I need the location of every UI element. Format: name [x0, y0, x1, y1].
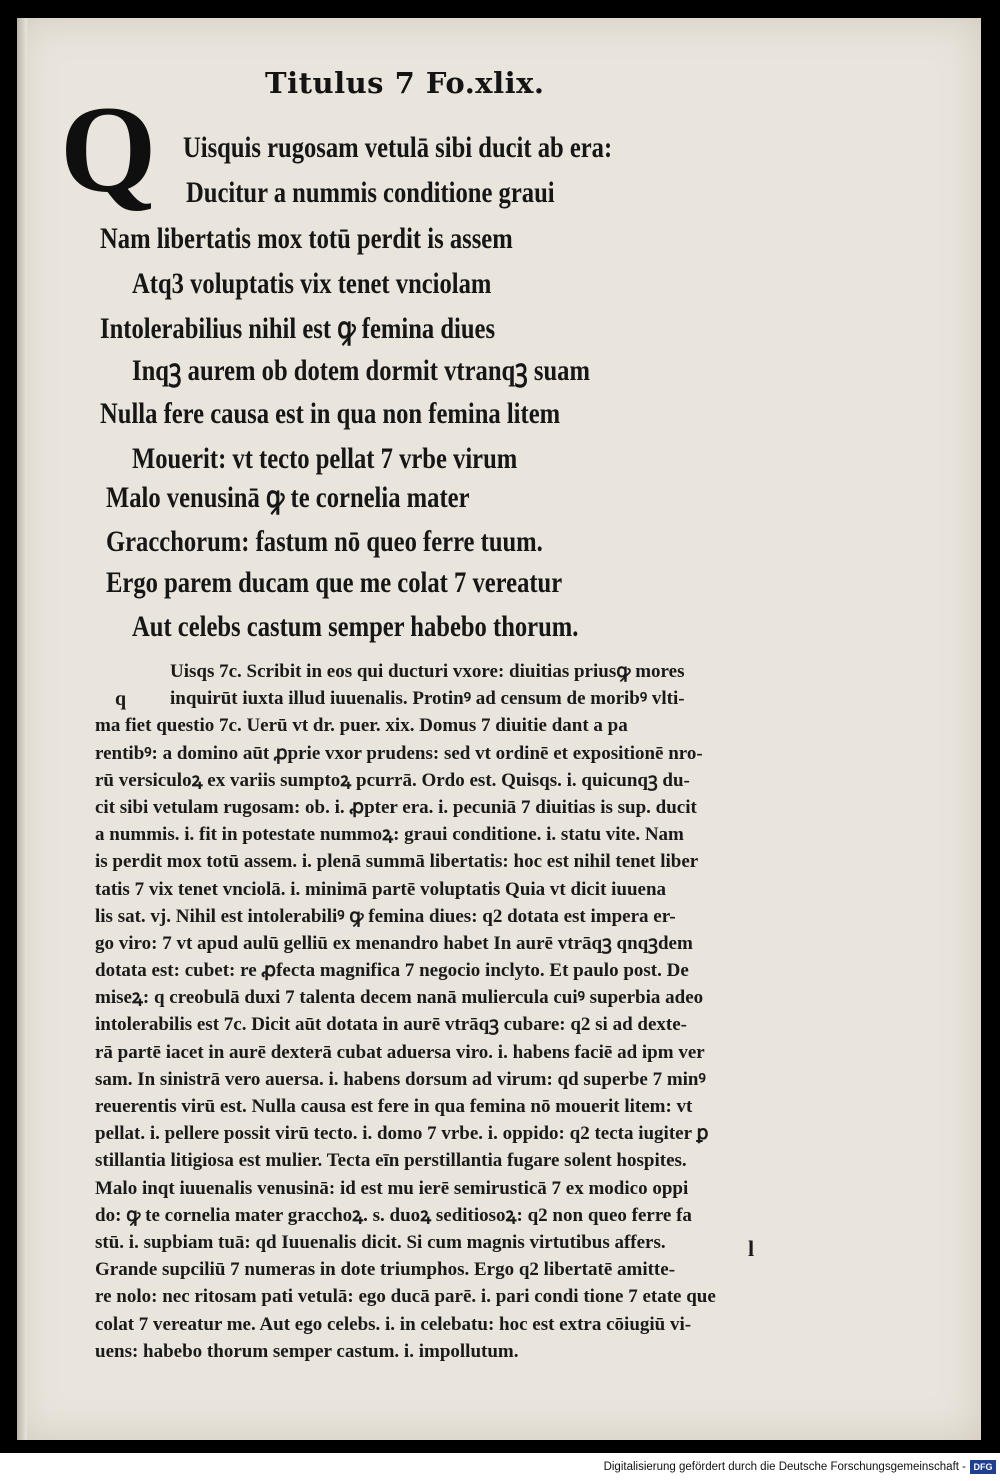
commentary-line: lis sat. vj. Nihil est intolerabiliꝰ ꝙ femina diues: q2 dotata est impera er- [95, 905, 676, 927]
commentary-line: Grande supciliū 7 numeras in dote triumphos. Ergo q2 libertatē amitte- [95, 1259, 676, 1281]
verse-line: Uisquis rugosam vetulā sibi ducit ab era: [183, 131, 613, 164]
drop-cap-initial: Q [60, 81, 157, 218]
commentary-line: dotata est: cubet: re ꝓfecta magnifica 7 negocio inclyto. Et paulo post. De [95, 960, 689, 982]
commentary-line: rū versiculoꝝ ex variis sumptoꝝ pcurrā. Ordo est. Quisqs. i. quicunqꝫ du- [95, 769, 690, 791]
commentary-line: sam. In sinistrā vero auersa. i. habens dorsum ad virum: qd superbe 7 minꝰ [95, 1068, 706, 1090]
commentary-line: rentibꝰ: a domino aūt ꝓprie vxor prudens: sed vt ordinē et expositionē nro- [95, 742, 703, 764]
commentary-line: do: ꝙ te cornelia mater gracchoꝝ. s. duoꝝ seditiosoꝝ: q2 non queo ferre fa [95, 1204, 692, 1226]
verse-line: Nam libertatis mox totū perdit is assem [100, 222, 513, 255]
verse-line: Atq3 voluptatis vix tenet vnciolam [132, 267, 492, 300]
commentary-line: a nummis. i. fit in potestate nummoꝝ: graui conditione. i. statu vite. Nam [95, 824, 684, 846]
commentary-line: stū. i. supbiam tuā: qd Iuuenalis dicit. Si cum magnis virtutibus affers. [95, 1231, 666, 1253]
commentary-line: tatis 7 vix tenet vnciolā. i. minimā partē voluptatis Quia vt dicit iuuena [95, 878, 667, 900]
commentary-line: rā partē iacet in aurē dexterā cubat aduersa viro. i. habens faciē ad ipm ver [95, 1041, 705, 1063]
commentary-line: ma fiet questio 7c. Uerū vt dr. puer. xix. Domus 7 diuitie dant a pa [95, 715, 628, 737]
verse-line: Gracchorum: fastum nō queo ferre tuum. [106, 525, 543, 558]
commentary-line: pellat. i. pellere possit virū tecto. i. domo 7 vrbe. i. oppido: q2 tecta iugiter ꝑ [95, 1123, 709, 1145]
verse-line: Inqꝫ aurem ob dotem dormit vtranqꝫ suam [132, 354, 590, 387]
verse-line: Aut celebs castum semper habebo thorum. [132, 610, 579, 643]
commentary-line: go viro: 7 vt apud aulū gelliū ex menandro habet In aurē vtrāqꝫ qnqꝫdem [95, 932, 693, 954]
commentary-line: cit sibi vetulam rugosam: ob. i. ꝓpter era. i. pecuniā 7 diuitias is sup. ducit [95, 796, 697, 818]
commentary-line: intolerabilis est 7c. Dicit aūt dotata in aurē vtrāqꝫ cubare: q2 si ad dexte- [95, 1014, 687, 1036]
footer-credit: Digitalisierung gefördert durch die Deutsche Forschungsgemeinschaft - [603, 1461, 966, 1473]
commentary-line: Malo inqt iuuenalis venusinā: id est mu ierē semirusticā 7 ex modico oppi [95, 1177, 689, 1199]
commentary-line: miseꝝ: q creobulā duxi 7 talenta decem nanā muliercula cuiꝰ superbia adeo [95, 987, 704, 1009]
commentary-line: is perdit mox totū assem. i. plenā summā libertatis: hoc est nihil tenet liber [95, 851, 699, 873]
running-header: Titulus 7 Fo.xlix. [265, 66, 545, 100]
page-gutter-shadow [17, 18, 27, 1440]
commentary-line: re nolo: nec ritosam pati vetulā: ego ducā parē. i. pari condi tione 7 etate que [95, 1286, 716, 1308]
commentary-block [95, 658, 785, 1365]
commentary-line: reuerentis virū est. Nulla causa est fere in qua femina nō mouerit litem: vt [95, 1096, 693, 1117]
verse-line: Ducitur a nummis conditione graui [186, 176, 555, 209]
verse-line: Nulla fere causa est in qua non femina litem [100, 397, 561, 430]
verse-line: Malo venusinā ꝙ te cornelia mater [106, 481, 470, 514]
commentary-line: stillantia litigiosa est mulier. Tecta eīn perstillantia fugare solent hospites. [95, 1150, 687, 1172]
commentary-line: colat 7 vereatur me. Aut ego celebs. i. in celebatu: hoc est extra cōiugiū vi- [95, 1313, 692, 1335]
commentary-line: inquirūt iuxta illud iuuenalis. Protinꝰ ad censum de moribꝰ vlti- [170, 688, 685, 710]
marginal-lemma-letter: q [115, 688, 127, 710]
commentary-line: uens: habebo thorum semper castum. i. impollutum. [95, 1340, 519, 1362]
verse-line: Intolerabilius nihil est ꝙ femina diues [100, 312, 496, 345]
commentary-line: Uisqs 7c. Scribit in eos qui ducturi vxore: diuitias priusꝙ mores [170, 661, 685, 682]
dfg-logo[interactable]: DFG [970, 1460, 996, 1474]
signature-mark: l [748, 1236, 755, 1261]
verse-line: Mouerit: vt tecto pellat 7 vrbe virum [132, 442, 518, 475]
verse-line: Ergo parem ducam que me colat 7 vereatur [106, 566, 563, 599]
digitization-footer [0, 1453, 1000, 1481]
